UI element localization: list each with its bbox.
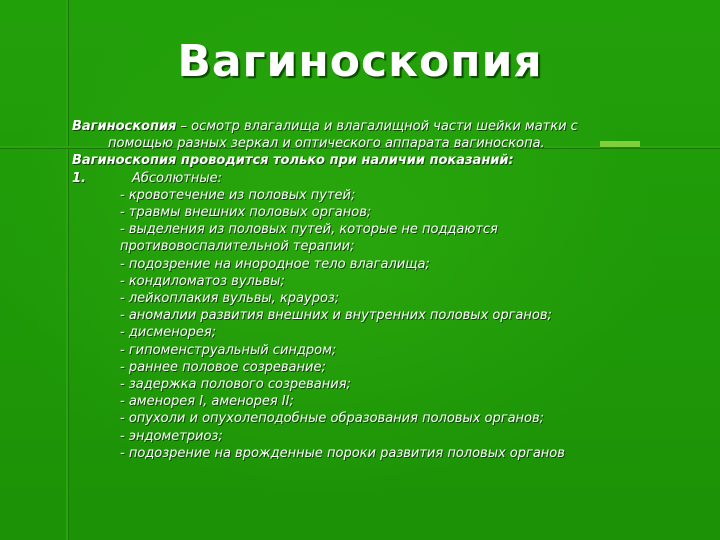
definition-line-1 — [72, 118, 672, 135]
list-item: - раннее половое созревание; — [120, 359, 326, 375]
list-item: - кровотечение из половых путей; — [120, 187, 356, 203]
list-item: - подозрение на инородное тело влагалища; — [120, 256, 430, 272]
list-item: - лейкоплакия вульвы, крауроз; — [120, 291, 340, 307]
list-item: - аменорея І, аменорея ІІ; — [120, 394, 294, 410]
definition-term: Вагиноскопия — [72, 119, 177, 134]
list-heading-row — [72, 170, 672, 187]
list-item: - аномалии развития внешних и внутренних половых органов; — [120, 308, 552, 324]
indications-heading: Вагиноскопия проводится только при наличии показаний: — [72, 153, 514, 169]
list-item: - задержка полового созревания; — [120, 377, 351, 393]
list-item-continuation: противовоспалительной терапии; — [120, 239, 355, 255]
definition-text: – осмотр влагалища и влагалищной части шейки матки с — [176, 119, 578, 134]
list-item: - выделения из половых путей, которые не поддаются — [120, 222, 498, 238]
list-item: - опухоли и опухолеподобные образования половых органов; — [120, 411, 545, 427]
definition-line-2: помощью разных зеркал и оптического аппарата вагиноскопа. — [108, 136, 545, 152]
list-heading: Абсолютные: — [132, 170, 222, 186]
list-item: - подозрение на врожденные пороки развития половых органов — [120, 445, 565, 461]
slide-body — [72, 118, 672, 462]
list-item: - кондиломатоз вульвы; — [120, 273, 285, 289]
list-number: 1. — [72, 170, 86, 186]
list-item: - эндометриоз; — [120, 428, 223, 444]
slide-title: Вагиноскопия — [177, 36, 543, 87]
list-item: - дисменорея; — [120, 325, 217, 341]
list-item: - гипоменструальный синдром; — [120, 342, 337, 358]
list-item: - травмы внешних половых органов; — [120, 205, 372, 221]
